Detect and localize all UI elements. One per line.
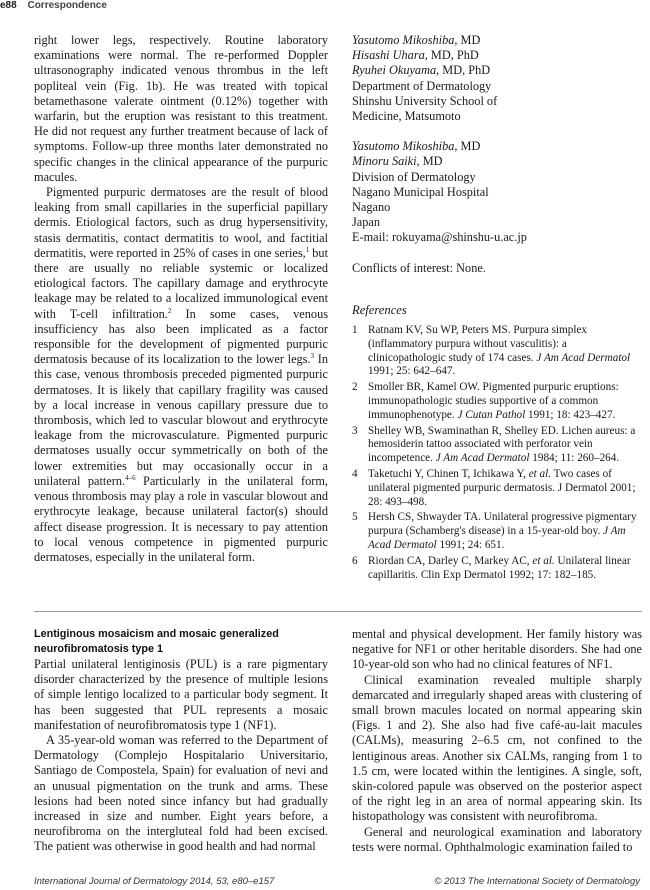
affiliations-and-references (352, 33, 642, 584)
section-divider (34, 611, 642, 612)
affiliation-line: Medicine, Matsumoto (352, 109, 461, 124)
affiliation-line: Division of Dermatology (352, 169, 476, 184)
paragraph: General and neurological examination and laboratory tests were normal. Ophthalmologic examination failed to (352, 824, 642, 854)
author-line: Yasutomo Mikoshiba, MD (352, 139, 481, 154)
affiliation-line: Shinshu University School of (352, 93, 498, 108)
section-name: Correspondence (27, 0, 107, 11)
reference-item: 6 Riordan CA, Darley C, Markey AC, et al. Unilateral linear capillaritis. Clin Exp Dermatol 1992; 17: 182–185. (352, 554, 631, 581)
footer-journal: International Journal of Dermatology 2014, 53, e80–e157 (34, 876, 275, 887)
paragraph: Pigmented purpuric dermatoses are the result of blood leaking from small capillaries in the superficial papillary dermis. Etiological factors, such as drug hypersensitivity, stasis dermatitis, contact dermatitis to wool, and factitial dermatitis, were reported in 25% of cases in one series,$^1$ but there are usually no reliable systemic or localized etiological factors. The capillary damage and erythrocyte leakage may be related to a localized immunological event with T-cell infiltration.$^2$ In some cases, venous insufficiency has also been implicated as a factor responsible for the development of pigmented purpuric dermatosis because of its localization to the lower legs.$^3$ In this case, venous thrombosis preceded pigmented purpuric dermatoses. It is likely that capillary fragility was caused by a local increase in venous capillary pressure due to thrombosis, which led to vascular blowout and erythrocyte leakage from the microvasculature. Pigmented purpuric dermatoses usually occur symmetrically on both of the lower extremities but may occasionally occur in a unilateral pattern.$^{4-6}$ Particularly in the unilateral form, venous thrombosis may play a role in vascular blowout and erythrocyte leakage, because unilateral factor(s) should affect disease progression. It is necessary to pay attention to local venous competence in pigmented purpuric dermatoses, especially in the unilateral form. (34, 185, 328, 564)
article-title: Lentiginous mosaicism and mosaic generalized neurofibromatosis type 1 (34, 628, 279, 655)
reference-item: 5 Hersh CS, Shwayder TA. Unilateral progressive pigmentary purpura (Schamberg's disease) in a 15-year-old boy. J Am Acad Dermatol 1991; 24: 651. (352, 511, 637, 551)
affiliation-line: Department of Dermatology (352, 78, 492, 93)
page-number: e88 (0, 0, 17, 11)
paragraph: right lower legs, respectively. Routine laboratory examinations were normal. The re-performed Doppler ultrasonography indicated venous thrombus in the left popliteal vein (Fig. 1b). He was treated with topical betamethasone valerate ointment (0.12%) together with warfarin, but the eruption was resistant to this treatment. He did not request any further treatment because of lack of symptoms. Follow-up three months later demonstrated no specific changes in the clinical appearance of the purpuric macules. (34, 33, 328, 184)
conflicts-statement: Conflicts of interest: None. (352, 260, 486, 275)
article2-right-column (352, 627, 642, 855)
reference-item: 3 Shelley WB, Swaminathan R, Shelley ED. Lichen aureus: a hemosiderin tattoo associated with perforator vein incompetence. J Am Acad Dermatol 1984; 11: 260–264. (352, 424, 636, 465)
running-header (0, 0, 107, 11)
paragraph: Partial unilateral lentiginosis (PUL) is a rare pigmentary disorder characterized by the presence of multiple lesions of simple lentigo localized to a particular body segment. It has been suggested that PUL represents a mosaic manifestation of neurofibromatosis type 1 (NF1). (34, 657, 328, 732)
author-line: Yasutomo Mikoshiba, MD (352, 33, 481, 47)
reference-item: 2 Smoller BR, Kamel OW. Pigmented purpuric eruptions: immunopathologic studies supportive of a common immunophenotype. J Cutan Pathol 1991; 18: 423–427. (352, 381, 619, 421)
affiliation-line: Japan (352, 215, 380, 230)
letter-body (34, 33, 328, 565)
author-line: Ryuhei Okuyama, MD, PhD (352, 63, 491, 78)
affiliation-line: Nagano Municipal Hospital (352, 184, 489, 199)
affiliation-line: Nagano (352, 200, 391, 215)
footer-copyright: © 2013 The International Society of Dermatology (434, 876, 640, 887)
email-line: E-mail: rokuyama@shinshu-u.ac.jp (352, 230, 527, 245)
references-heading: References (352, 302, 407, 317)
reference-item: 4 Taketuchi Y, Chinen T, Ichikawa Y, et al. Two cases of unilateral pigmented purpuric dermatosis. J Dermatol 2001; 28: 493–498. (352, 468, 636, 508)
paragraph: Clinical examination revealed multiple sharply demarcated and irregularly shaped areas with clustering of small brown macules located on normal appearing skin (Figs. 1 and 2). She also had five café-au-lait macules (CALMs), measuring 2–6.5 cm, not confined to the lentiginous areas. Another six CALMs, ranging from 1 to 1.5 cm, were located within the lentigines. A single, soft, skin-colored papule was observed on the posterior aspect of the right leg in an area of normal appearing skin. Its histopathology was consistent with neurofibroma. (352, 672, 642, 824)
author-line: Hisashi Uhara, MD, PhD (352, 48, 479, 63)
affiliation-block-1 (352, 33, 642, 124)
article2-left-column (34, 627, 328, 855)
reference-item: 1 Ratnam KV, Su WP, Peters MS. Purpura simplex (inflammatory purpura without vasculitis): a clinicopathologic study of 174 cases. J Am Acad Dermatol 1991; 25: 642–647. (352, 324, 631, 378)
author-line: Minoru Saiki, MD (352, 154, 443, 169)
reference-list (352, 324, 642, 582)
paragraph: mental and physical development. Her family history was negative for NF1 or other heritable disorders. She had one 10-year-old son who had no clinical features of NF1. (352, 627, 642, 672)
paragraph: A 35-year-old woman was referred to the Department of Dermatology (Complejo Hospitalario Universitario, Santiago de Compostela, Spain) for evaluation of nevi and an unusual pigmentation on the trunk and arms. These lesions had been noted since infancy but had gradually increased in size and number. Eight years before, a neurofibroma on the intergluteal fold had been excised. The patient was otherwise in good health and had normal (34, 733, 328, 854)
affiliation-block-2 (352, 139, 642, 245)
